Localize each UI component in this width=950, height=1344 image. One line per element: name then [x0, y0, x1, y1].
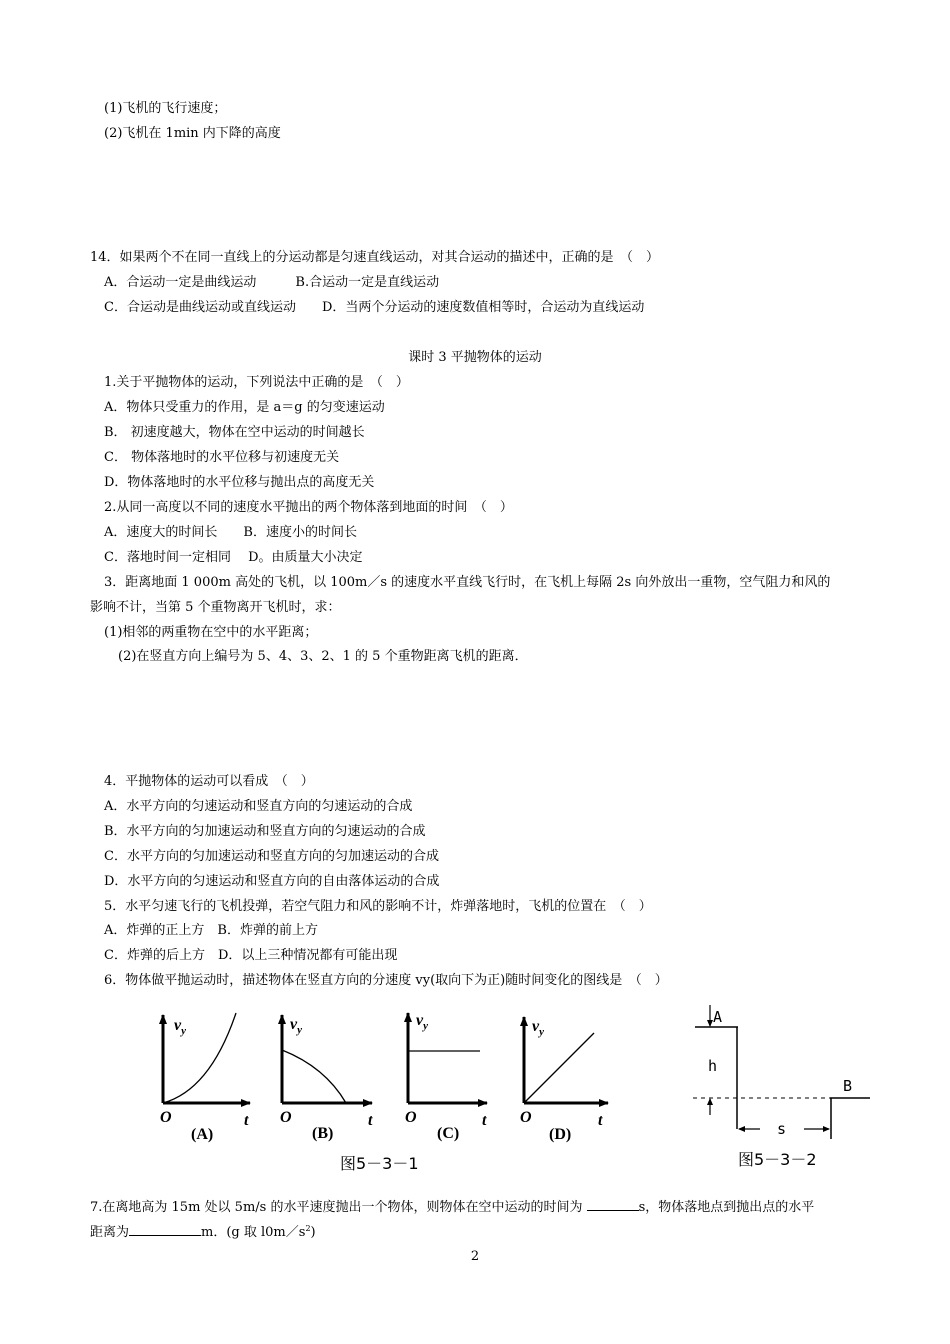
- q1-option-b: B． 初速度越大，物体在空中运动的时间越长: [104, 425, 365, 440]
- graph-d: [512, 1005, 622, 1150]
- q7-line2: [90, 1222, 316, 1242]
- label-h: h: [708, 1057, 718, 1075]
- q7-exponent: 2: [305, 1224, 311, 1233]
- q1-option-a: A．物体只受重力的作用，是 a＝g 的匀变速运动: [104, 400, 385, 415]
- q4-option-d: D．水平方向的匀速运动和竖直方向的自由落体运动的合成: [104, 874, 440, 889]
- prev-part2: (2)飞机在 1min 内下降的高度: [104, 126, 281, 141]
- page-number: 2: [470, 1249, 480, 1264]
- q2-options-cd: C．落地时间一定相同 D。由质量大小决定: [104, 550, 363, 565]
- q1-option-d: D．物体落地时的水平位移与抛出点的高度无关: [104, 475, 375, 490]
- q5-stem: 5．水平匀速飞行的飞机投弹，若空气阻力和风的影响不计，炸弹落地时，飞机的位置在 （ ）: [104, 899, 652, 914]
- graph-b: [280, 1015, 373, 1142]
- graph-a-origin: O: [160, 1109, 172, 1126]
- q6-stem: 6．物体做平抛运动时，描述物体在竖直方向的分速度 vy(取向下为正)随时间变化的图线是 （ ）: [104, 973, 668, 988]
- graph-b-label: (B): [312, 1125, 334, 1142]
- figure-5-3-2-caption: 图5－3－2: [738, 1150, 817, 1169]
- graph-b-origin: O: [280, 1109, 292, 1126]
- q14-options-cd: C．合运动是曲线运动或直线运动 D．当两个分运动的速度数值相等时，合运动为直线运动: [104, 300, 645, 315]
- prev-part1: (1)飞机的飞行速度；: [104, 101, 227, 116]
- figure-5-3-2: [690, 995, 875, 1175]
- graph-c-x-label: t: [482, 1112, 487, 1129]
- graph-a-label: (A): [191, 1126, 214, 1143]
- graph-d-y-label: $v_y$: [532, 1018, 544, 1038]
- graph-c-origin: O: [405, 1109, 417, 1126]
- label-s: s: [777, 1120, 787, 1138]
- graph-d-label: (D): [549, 1126, 572, 1143]
- graph-b-y-label: $v_y$: [290, 1016, 302, 1036]
- q1-option-c: C． 物体落地时的水平位移与初速度无关: [104, 450, 340, 465]
- figure-5-3-1-caption: 图5－3－1: [340, 1154, 419, 1173]
- graph-b-curve: [282, 1050, 346, 1103]
- graph-b-x-label: t: [368, 1112, 373, 1129]
- q1-stem: 1.关于平抛物体的运动，下列说法中正确的是 （ ）: [104, 375, 409, 390]
- q14-stem: 14．如果两个不在同一直线上的分运动都是匀速直线运动，对其合运动的描述中，正确的是 （ ）: [90, 250, 660, 265]
- label-a: A: [713, 1008, 723, 1026]
- section-title: 课时 3 平抛物体的运动: [408, 350, 542, 365]
- graph-a-x-label: t: [244, 1112, 249, 1129]
- label-b: B: [843, 1077, 853, 1095]
- q7-stem2-end: ): [310, 1225, 316, 1240]
- q4-option-b: B．水平方向的匀加速运动和竖直方向的匀速运动的合成: [104, 824, 426, 839]
- q7-line1: [90, 1197, 814, 1217]
- q3-stem-line1: 3．距离地面 1 000m 高处的飞机，以 100m／s 的速度水平直线飞行时，在飞机上每隔 2s 向外放出一重物，空气阻力和风的: [104, 575, 831, 590]
- q4-option-c: C．水平方向的匀加速运动和竖直方向的匀加速运动的合成: [104, 849, 439, 864]
- graph-a: [160, 1013, 250, 1143]
- graph-c: [405, 1012, 487, 1142]
- graph-c-y-label: $v_y$: [416, 1012, 428, 1032]
- q7-distance-blank[interactable]: [129, 1222, 201, 1236]
- q7-stem1-post: s，物体落地点到抛出点的水平: [638, 1200, 815, 1215]
- figure-5-3-1: [150, 1005, 510, 1180]
- q7-time-blank[interactable]: [587, 1197, 639, 1211]
- q14-options-ab: A．合运动一定是曲线运动 B.合运动一定是直线运动: [104, 275, 440, 290]
- graph-d-curve: [524, 1033, 594, 1103]
- q3-part2: (2)在竖直方向上编号为 5、4、3、2、1 的 5 个重物距离飞机的距离．: [118, 649, 528, 664]
- q7-stem2-pre: 距离为: [90, 1225, 130, 1240]
- q5-options-ab: A．炸弹的正上方 B．炸弹的前上方: [104, 923, 318, 938]
- q4-option-a: A．水平方向的匀速运动和竖直方向的匀速运动的合成: [104, 799, 413, 814]
- q4-stem: 4．平抛物体的运动可以看成 （ ）: [104, 774, 314, 789]
- graph-a-y-label: $v_y$: [174, 1017, 186, 1037]
- q3-part1: (1)相邻的两重物在空中的水平距离；: [104, 625, 318, 640]
- graph-d-x-label: t: [598, 1112, 603, 1129]
- graph-c-label: (C): [437, 1125, 460, 1142]
- q3-stem-line2: 影响不计，当第 5 个重物离开飞机时，求：: [90, 600, 341, 615]
- graph-d-origin: O: [520, 1109, 532, 1126]
- q7-stem2-post: m．(g 取 l0m／s: [201, 1225, 306, 1240]
- q2-stem: 2.从同一高度以不同的速度水平抛出的两个物体落到地面的时间 （ ）: [104, 500, 513, 515]
- q2-options-ab: A．速度大的时间长 B．速度小的时间长: [104, 525, 357, 540]
- q5-options-cd: C．炸弹的后上方 D．以上三种情况都有可能出现: [104, 948, 398, 963]
- q7-stem1-pre: 7.在离地高为 15m 处以 5m/s 的水平速度抛出一个物体，则物体在空中运动的时间为: [90, 1200, 587, 1215]
